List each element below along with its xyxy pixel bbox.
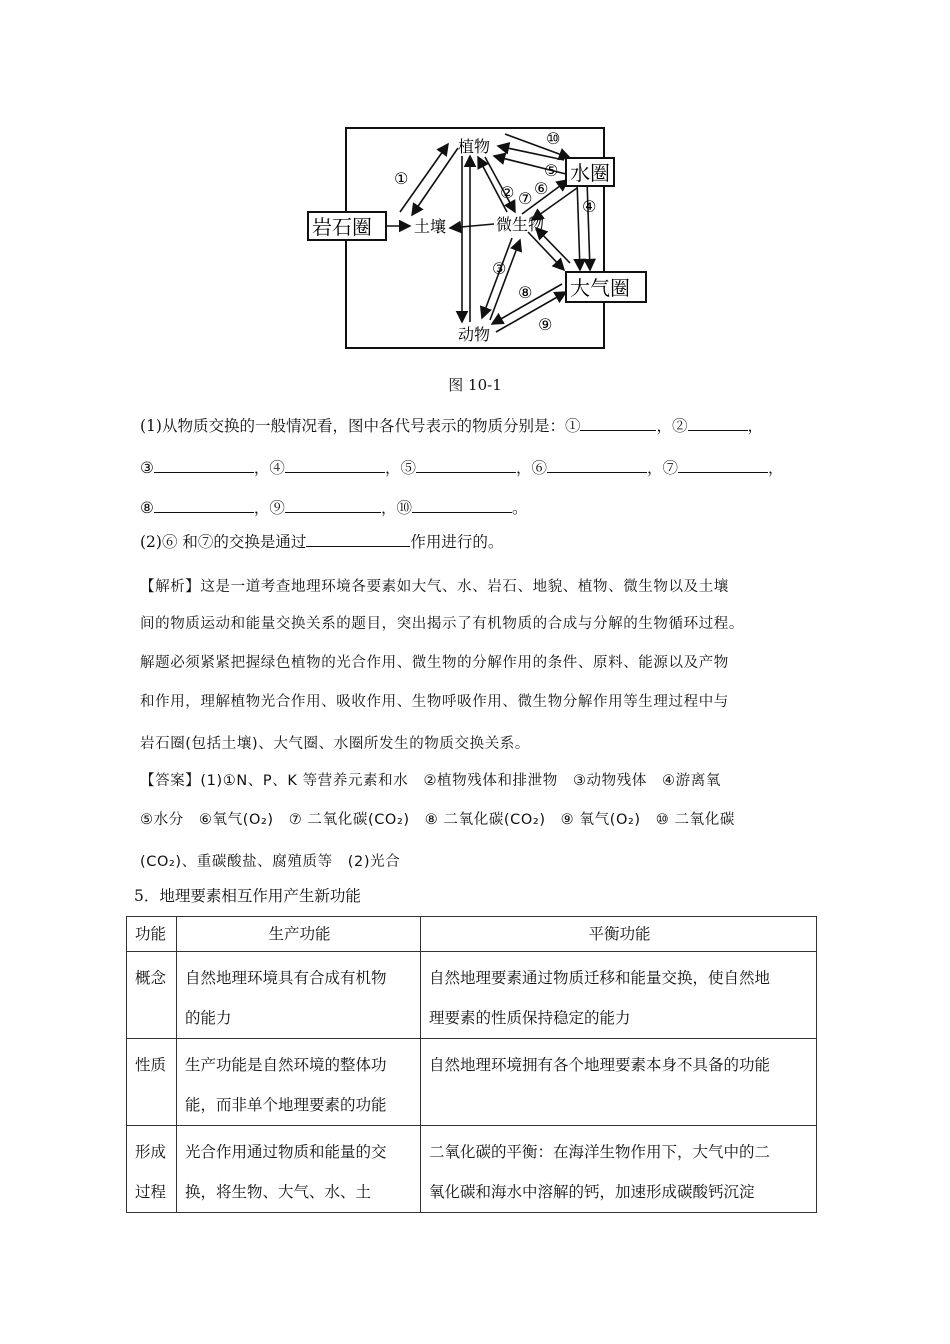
blank-5[interactable] <box>416 458 516 473</box>
row-header-text: 过程 <box>135 1183 167 1201</box>
table-header-row <box>127 917 817 952</box>
blank-8[interactable] <box>154 498 254 513</box>
analysis-line-4: 和作用，理解植物光合作用、吸收作用、生物呼吸作用、微生物分解作用等生理过程中与 <box>140 694 729 710</box>
function-table <box>126 916 817 1213</box>
separator: ， <box>253 499 270 517</box>
material-exchange-diagram <box>300 120 660 360</box>
num-10: ⑩ <box>546 129 561 148</box>
separator: ， <box>384 459 401 477</box>
cell-line: 换，将生物、大气、水、土 <box>185 1183 372 1201</box>
blank-2[interactable] <box>688 416 748 431</box>
table-row <box>127 1126 817 1213</box>
label-3: ③ <box>140 459 154 477</box>
production-cell <box>177 1126 421 1213</box>
cell-line: 能，而非单个地理要素的功能 <box>185 1096 387 1114</box>
cell-line: 的能力 <box>185 1009 232 1027</box>
separator: ， <box>380 499 397 517</box>
production-cell <box>177 952 421 1039</box>
cell-line: 自然地理环境拥有各个地理要素本身不具备的功能 <box>429 1056 771 1074</box>
blank-4[interactable] <box>285 458 385 473</box>
row-header <box>127 1039 177 1126</box>
blank-7[interactable] <box>678 458 768 473</box>
node-plants: 植物 <box>458 137 491 156</box>
balance-cell <box>421 1039 817 1126</box>
node-soil: 土壤 <box>414 217 447 236</box>
cell-line: 自然地理环境具有合成有机物 <box>185 969 387 987</box>
num-2: ② <box>500 183 515 202</box>
label-7: ⑦ <box>662 459 679 477</box>
header-production: 生产功能 <box>177 917 421 952</box>
num-5: ⑤ <box>544 161 559 180</box>
question-2 <box>140 530 820 552</box>
num-8: ⑧ <box>518 283 533 302</box>
cell-line: 自然地理要素通过物质迁移和能量交换，使自然地 <box>429 969 771 987</box>
header-balance: 平衡功能 <box>421 917 817 952</box>
separator: ， <box>747 417 764 435</box>
answer-line-3: (CO₂)、重碳酸盐、腐殖质等 (2)光合 <box>140 854 401 870</box>
header-function: 功能 <box>127 917 177 952</box>
balance-cell <box>421 952 817 1039</box>
figure-caption: 图 10-1 <box>448 376 502 394</box>
question-1-line-2 <box>140 456 820 478</box>
label-9: ⑨ <box>269 499 285 517</box>
label-10: ⑩ <box>396 499 412 517</box>
row-header-text: 概念 <box>135 969 167 987</box>
label-4: ④ <box>269 459 285 477</box>
cell-line: 二氧化碳的平衡：在海洋生物作用下，大气中的二 <box>429 1143 771 1161</box>
row-header <box>127 1126 177 1213</box>
row-header-text: 形成 <box>135 1143 167 1161</box>
label-5: ⑤ <box>400 459 416 477</box>
analysis-line-5: 岩石圈(包括土壤)、大气圈、水圈所发生的物质交换关系。 <box>140 736 531 752</box>
period: 。 <box>511 499 528 517</box>
node-animals: 动物 <box>458 325 491 344</box>
table-row <box>127 952 817 1039</box>
num-6: ⑥ <box>534 179 549 198</box>
blank-6[interactable] <box>547 458 647 473</box>
production-cell <box>177 1039 421 1126</box>
analysis-line-3: 解题必须紧紧把握绿色植物的光合作用、微生物的分解作用的条件、原料、能源以及产物 <box>140 655 729 671</box>
cell-line: 光合作用通过物质和能量的交 <box>185 1143 387 1161</box>
blank-10[interactable] <box>412 498 512 513</box>
cell-line: 氧化碳和海水中溶解的钙，加速形成碳酸钙沉淀 <box>429 1183 755 1201</box>
num-3: ③ <box>492 259 507 278</box>
blank-1[interactable] <box>580 416 656 431</box>
balance-cell <box>421 1126 817 1213</box>
cell-line: 生产功能是自然环境的整体功 <box>185 1056 387 1074</box>
label-6: ⑥ <box>531 459 547 477</box>
question-2-suffix: 作用进行的。 <box>410 533 504 551</box>
row-header <box>127 952 177 1039</box>
separator: ， <box>647 459 663 477</box>
analysis-line-1: 【解析】这是一道考查地理环境各要素如大气、水、岩石、地貌、植物、微生物以及土壤 <box>140 579 729 595</box>
node-atmosphere: 大气圈 <box>570 276 630 300</box>
node-hydrosphere: 水圈 <box>570 161 610 185</box>
node-microbes: 微生物 <box>496 215 545 234</box>
blank-9[interactable] <box>285 498 381 513</box>
question-1-line-3 <box>140 496 820 518</box>
answer-line-2: ⑤水分 ⑥氧气(O₂) ⑦ 二氧化碳(CO₂) ⑧ 二氧化碳(CO₂) ⑨ 氧气(O₂) ⑩ 二氧化碳 <box>140 812 735 828</box>
separator: ， <box>253 459 270 477</box>
question-1-text: (1)从物质交换的一般情况看，图中各代号表示的物质分别是：① <box>140 417 581 435</box>
num-4: ④ <box>582 197 597 216</box>
table-row <box>127 1039 817 1126</box>
question-2-prefix: (2)⑥ 和⑦的交换是通过 <box>140 533 307 551</box>
label-2: ② <box>671 417 688 435</box>
cell-line: 理要素的性质保持稳定的能力 <box>429 1009 631 1027</box>
num-7: ⑦ <box>518 189 533 208</box>
section-title: 5．地理要素相互作用产生新功能 <box>134 887 361 905</box>
node-lithosphere: 岩石圈 <box>312 215 372 239</box>
label-8: ⑧ <box>140 499 154 517</box>
num-1: ① <box>394 169 409 188</box>
blank-3[interactable] <box>154 458 254 473</box>
separator: ， <box>768 459 784 477</box>
blank-q2[interactable] <box>306 532 410 547</box>
separator: ， <box>515 459 532 477</box>
num-9: ⑨ <box>538 315 553 334</box>
row-header-text: 性质 <box>135 1056 167 1074</box>
answer-line-1: 【答案】(1)①N、P、K 等营养元素和水 ②植物残体和排泄物 ③动物残体 ④游离氧 <box>140 773 721 789</box>
separator: ， <box>656 417 672 435</box>
analysis-line-2: 间的物质运动和能量交换关系的题目，突出揭示了有机物质的合成与分解的生物循环过程。 <box>140 616 744 632</box>
question-1-line-1 <box>140 414 820 436</box>
